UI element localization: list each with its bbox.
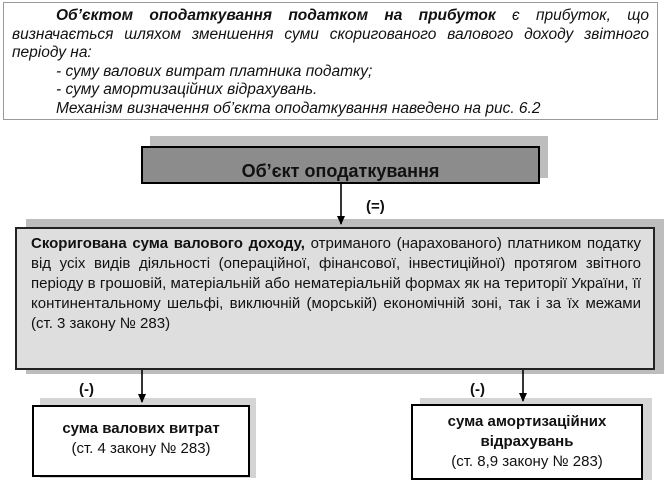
minus-label-right: (-) [470,381,485,398]
expenses-box-title: сума валових витрат [62,420,220,437]
arrow-head-expenses [138,394,146,403]
depreciation-box-title: сума амортизаційних відрахувань [447,413,607,450]
main-box-text: отриманого (нарахованого) платником податку від усіх видів діяльності (операційної, фінансової, інвестиційної) протягом звітного періоду в грошовій, матеріальній або нематеріальній формах як на території України, її континентальному шельфі, виключній (морській) економічній зоні, так і за їх межами (ст. 3 закону № 283) [31,235,641,332]
intro-item-depreciation: - суму амортизаційних відрахувань. [56,81,318,98]
expenses-box-ref: (ст. 4 закону № 283) [71,440,211,457]
main-box-bold: Скоригована сума валового доходу, [31,235,305,252]
minus-label-left: (-) [79,381,94,398]
header-label: Об’єкт оподаткування [241,161,440,181]
arrow-head-main [337,216,345,225]
depreciation-box-ref: (ст. 8,9 закону № 283) [451,453,603,470]
intro-lead-bold: Об’єктом оподаткування податком на прибуток [56,7,496,24]
intro-item-expenses: - суму валових витрат платника податку; [56,62,373,80]
intro-closing-line: Механізм визначення об’єкта оподаткування наведено на рис. 6.2 [56,99,541,117]
equals-label: (=) [366,198,385,215]
intro-lead-rest: є прибуток, що визначається шляхом зменшення суми скоригованого валового доходу звітного періоду на: [12,7,650,61]
arrow-head-depreciation [519,393,527,402]
